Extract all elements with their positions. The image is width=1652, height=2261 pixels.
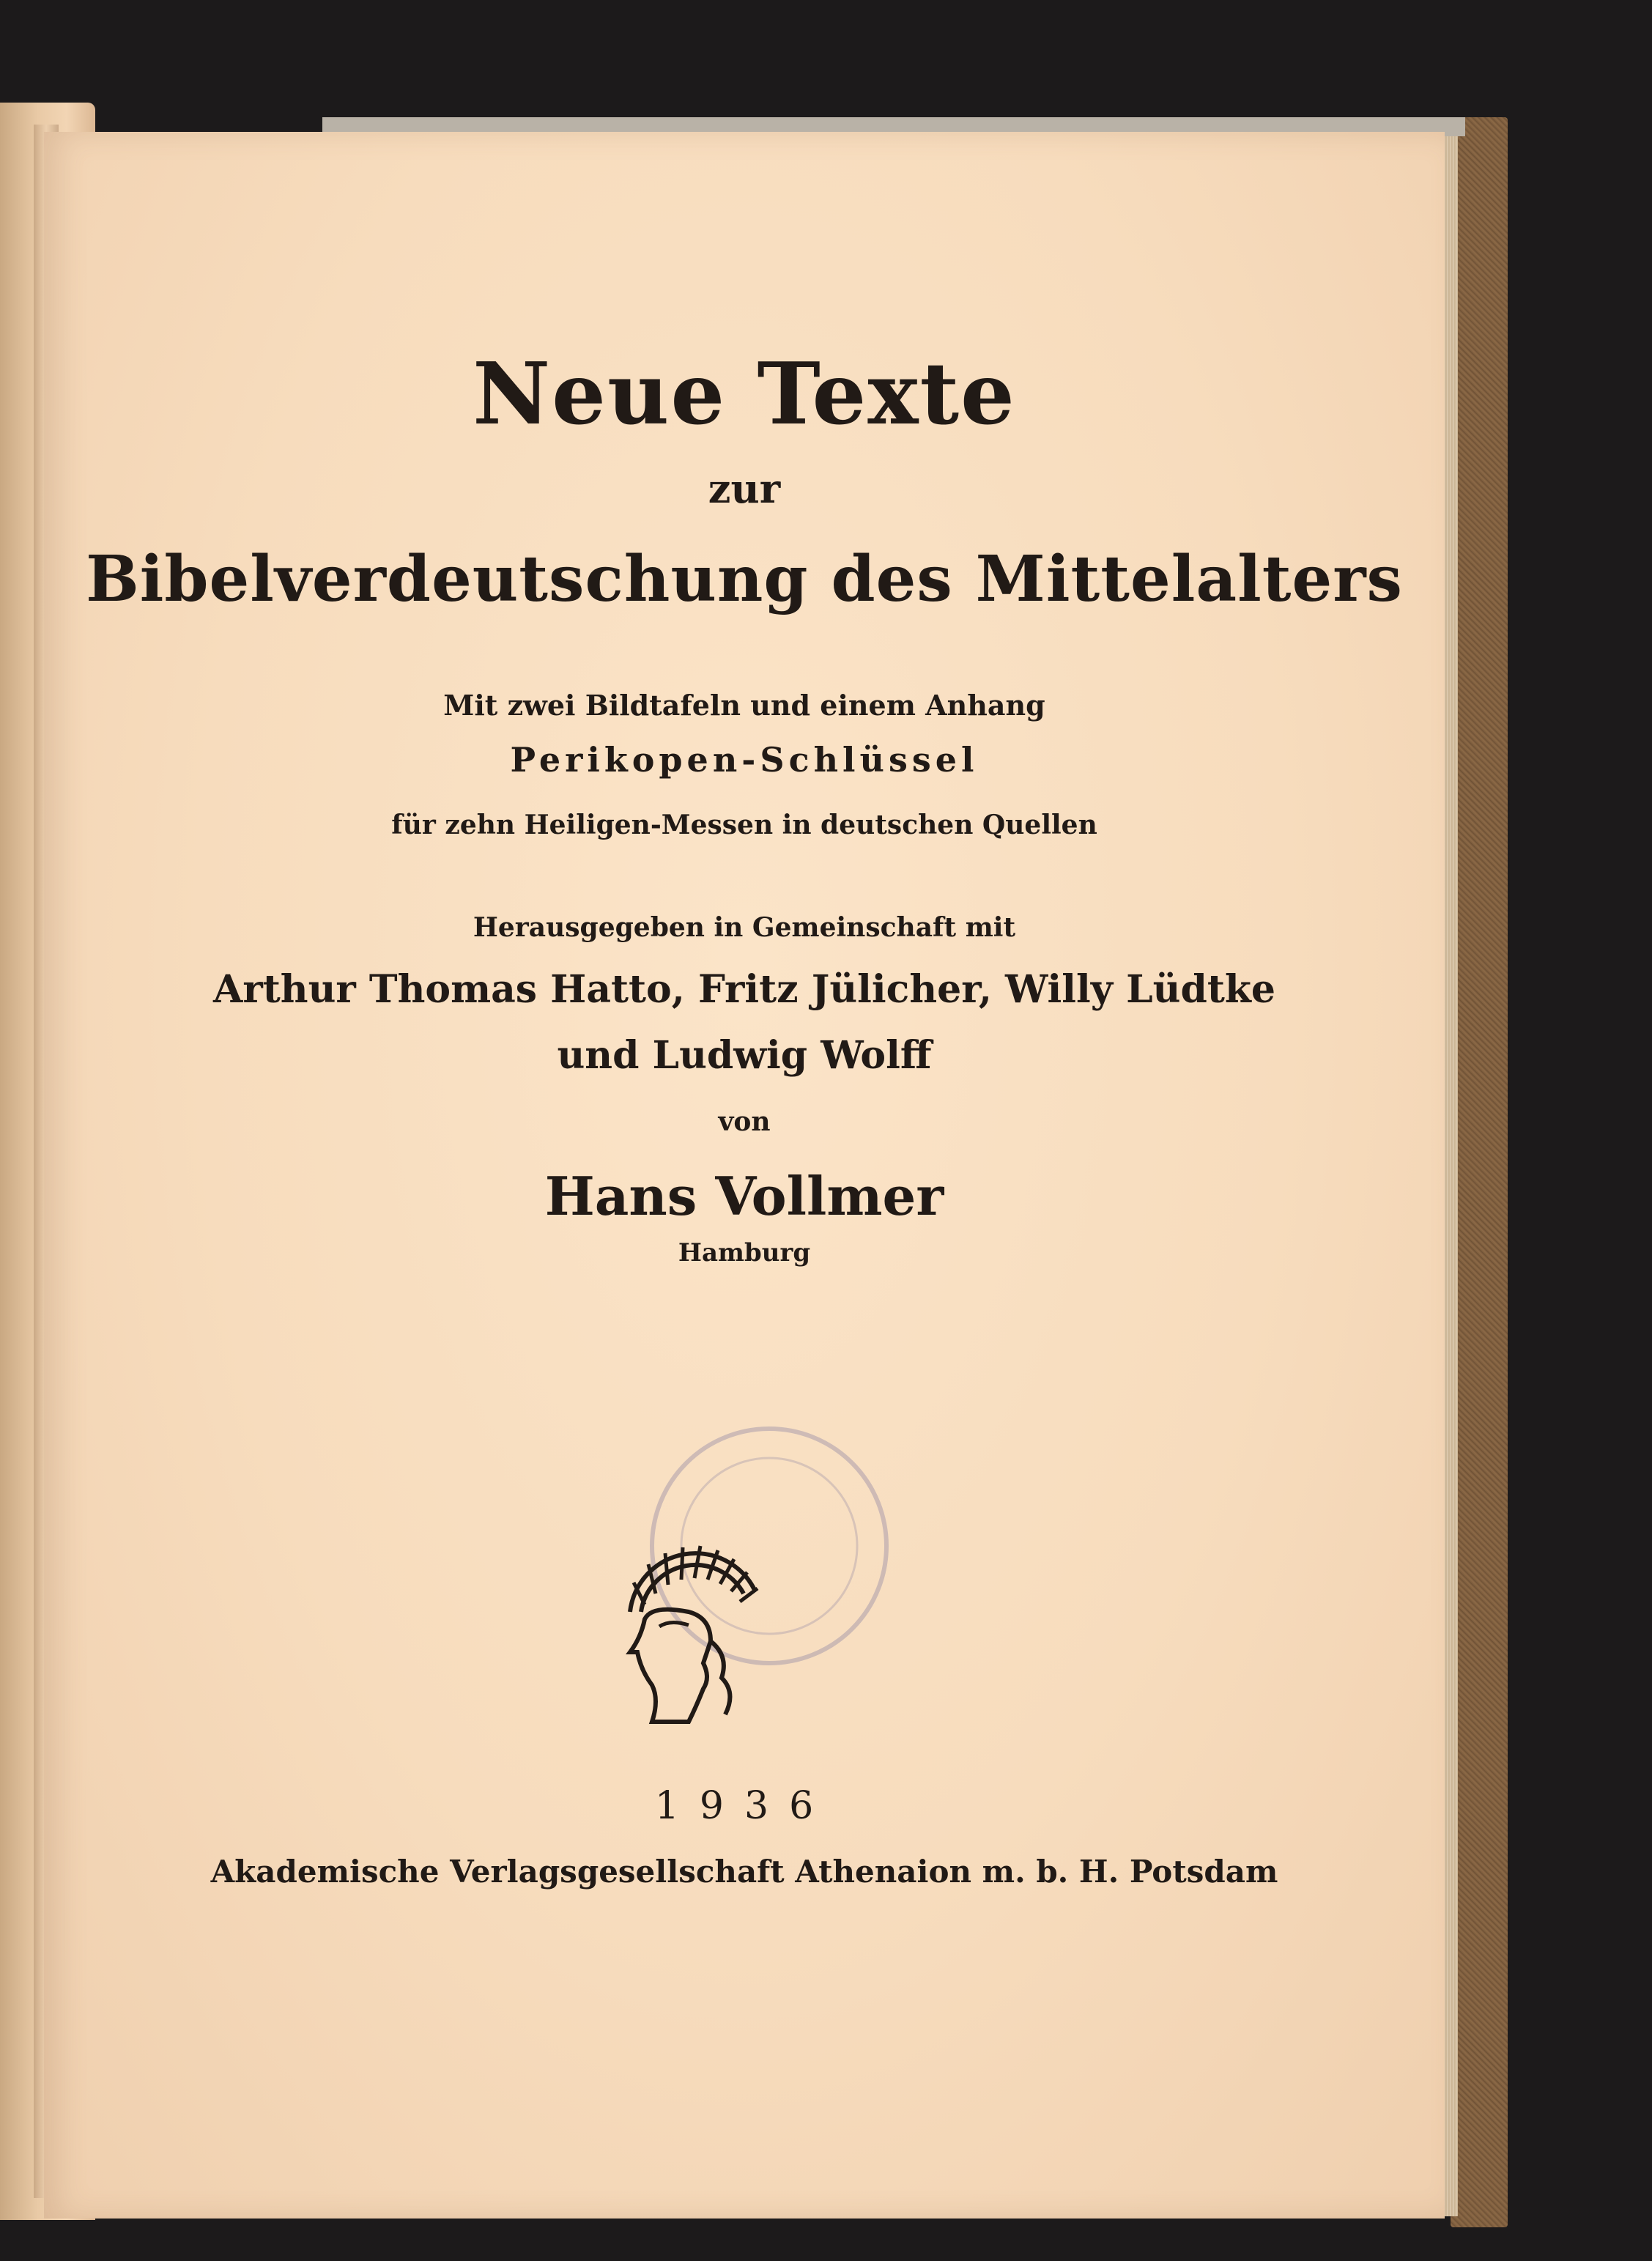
by-label: von bbox=[718, 1106, 771, 1137]
description-line-2: Perikopen-Schlüssel bbox=[510, 740, 979, 780]
publisher-name: Akademische Verlagsgesellschaft Athenaion m. b. H. Potsdam bbox=[210, 1854, 1278, 1890]
editors-names-2: und Ludwig Wolff bbox=[557, 1033, 932, 1078]
editors-intro: Herausgegeben in Gemeinschaft mit bbox=[473, 912, 1016, 943]
publication-year: 1936 bbox=[654, 1784, 834, 1828]
description-line-3: für zehn Heiligen-Messen in deutschen Quellen bbox=[391, 810, 1097, 840]
title-page-content bbox=[44, 132, 1445, 2219]
description-line-1: Mit zwei Bildtafeln und einem Anhang bbox=[443, 689, 1045, 722]
book-subtitle: Bibelverdeutschung des Mittelalters bbox=[86, 542, 1403, 616]
book-title: Neue Texte bbox=[473, 344, 1016, 444]
cover-board bbox=[1451, 117, 1508, 2227]
author-city: Hamburg bbox=[678, 1238, 811, 1268]
athena-helmet-emblem bbox=[601, 1502, 784, 1729]
title-connector: zur bbox=[708, 465, 781, 512]
editors-names-1: Arthur Thomas Hatto, Fritz Jülicher, Willy Lüdtke bbox=[213, 967, 1275, 1012]
author-name: Hans Vollmer bbox=[544, 1165, 944, 1227]
